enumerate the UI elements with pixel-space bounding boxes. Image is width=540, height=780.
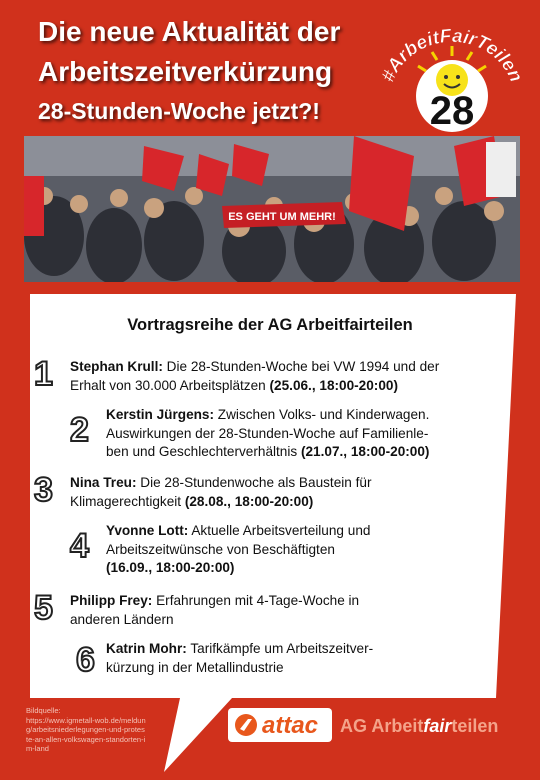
talk-date: (16.09., 18:00-20:00) [106,560,235,575]
number-1: 1 [34,355,53,393]
talk-4 [106,522,370,578]
number-5: 5 [34,589,53,627]
talk-1 [70,358,439,395]
talk-text: Erhalt von 30.000 Arbeitsplätzen [70,377,270,393]
talk-text: Tarifkämpfe um Arbeitszeitver- [186,641,374,656]
speaker-name: Kerstin Jürgens: [106,407,215,422]
number-6: 6 [76,641,95,679]
number-3: 3 [34,471,53,509]
speaker-name: Nina Treu: [70,475,137,490]
talk-2 [106,406,429,462]
image-credit [26,706,146,754]
talk-text: Klimagerechtigkeit [70,493,185,509]
attac-swirl-icon [234,713,258,737]
talk-text: anderen Ländern [70,611,174,627]
talk-text: Auswirkungen der 28-Stunden-Woche auf Familienle- [106,425,429,441]
talk-text: ben und Geschlechterverhältnis [106,444,301,459]
talk-text: Zwischen Volks- und Kinderwagen. [214,407,430,422]
headline-line-3: 28-Stunden-Woche jetzt?! [38,98,320,124]
headline-line-1: Die neue Aktualität der [38,16,341,47]
speaker-name: Katrin Mohr: [106,641,187,656]
credit-url[interactable]: https://www.igmetall-wob.de/meldung/arbeitsniederlegungen-und-proteste-an-allen-volkswagen-standorten-im-land [26,715,146,753]
talk-5 [70,592,359,629]
speaker-name: Yvonne Lott: [106,523,189,538]
ag-arbeitfairteilen-label [340,716,498,737]
logo-arc-text: #ArbeitFairTeilen [377,25,527,86]
logo-number: 28 [429,89,475,132]
ag-suffix: teilen [451,716,499,736]
number-4: 4 [70,527,89,565]
ag-fair: fair [423,716,452,736]
attac-logo [228,708,332,742]
talk-3 [70,474,371,511]
talk-date: (28.08., 18:00-20:00) [184,493,314,509]
talk-text: Die 28-Stundenwoche als Baustein für [136,475,372,490]
talk-6 [106,640,373,677]
talk-text: Arbeitszeitwünsche von Beschäftigten [106,541,335,557]
talk-text: Die 28-Stunden-Woche bei VW 1994 und der [162,359,440,374]
talk-date: (25.06., 18:00-20:00) [269,377,398,393]
ag-prefix: AG Arbeit [340,716,424,736]
talk-text: kürzung in der Metallindustrie [106,659,284,675]
credit-label: Bildquelle: [26,706,61,715]
series-title: Vortragsreihe der AG Arbeitfairteilen [127,316,413,334]
attac-wordmark: attac [262,712,319,739]
speaker-name: Stephan Krull: [70,359,163,374]
talk-text: Erfahrungen mit 4-Tage-Woche in [152,593,360,608]
talk-date: (21.07., 18:00-20:00) [300,444,430,459]
banner-text: ES GEHT UM MEHR! [228,211,336,223]
speaker-name: Philipp Frey: [70,593,153,608]
number-2: 2 [70,411,89,449]
talk-text: Aktuelle Arbeitsverteilung und [188,523,371,538]
headline-line-2: Arbeitszeitverkürzung [38,56,333,87]
